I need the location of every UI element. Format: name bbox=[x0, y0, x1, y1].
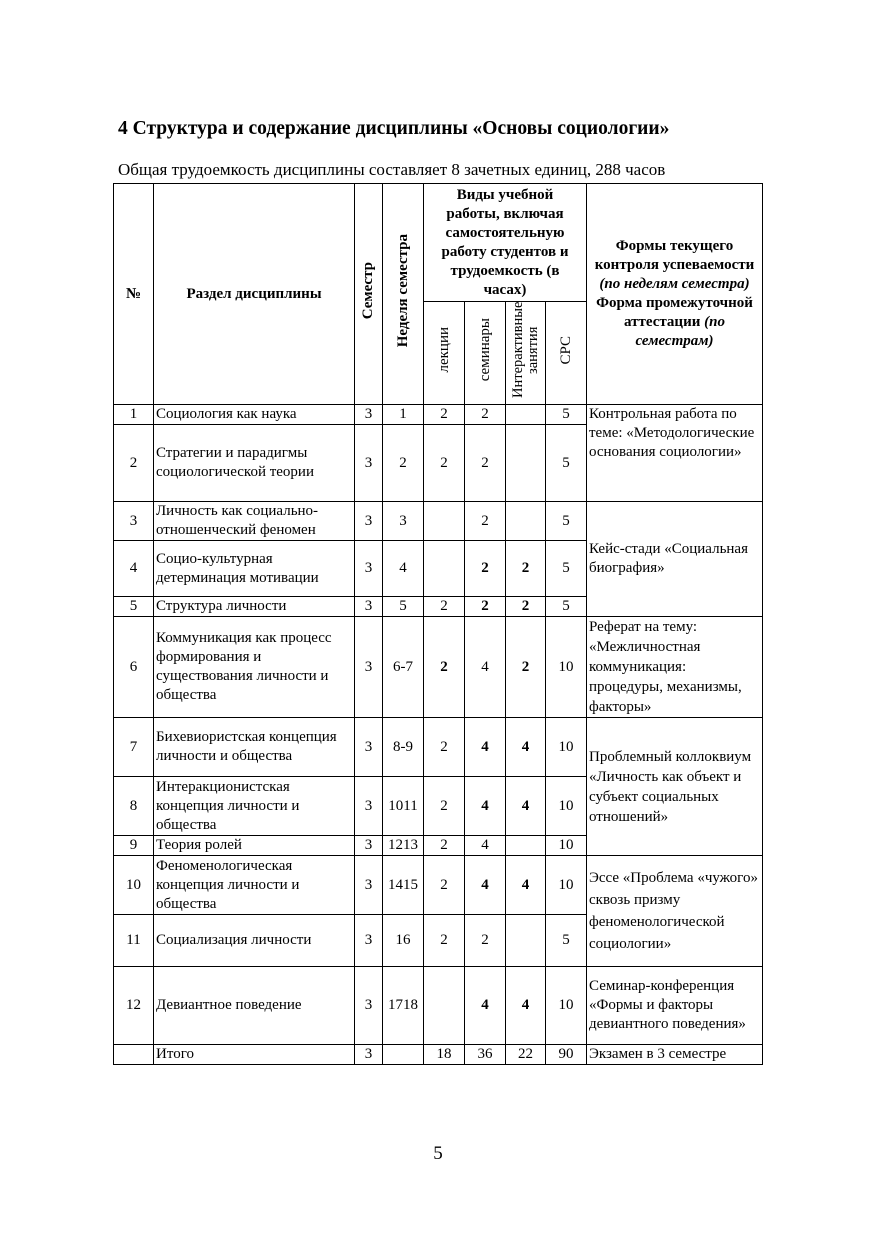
row-lectures bbox=[424, 541, 465, 597]
row-week: 16 bbox=[383, 915, 424, 967]
row-num: 10 bbox=[114, 856, 154, 915]
header-section: Раздел дисциплины bbox=[154, 184, 355, 405]
row-lectures: 2 bbox=[424, 597, 465, 617]
header-interactive-label: Интерактивные занятия bbox=[509, 301, 541, 398]
row-seminars: 4 bbox=[465, 718, 506, 777]
header-lectures bbox=[424, 302, 465, 405]
row-section: Коммуникация как процесс формирования и существования личности и общества bbox=[154, 617, 355, 718]
total-row bbox=[114, 1045, 763, 1065]
row-week: 1011 bbox=[383, 777, 424, 836]
row-srs: 10 bbox=[546, 777, 587, 836]
row-section: Теория ролей bbox=[154, 836, 355, 856]
row-num: 6 bbox=[114, 617, 154, 718]
row-week: 1213 bbox=[383, 836, 424, 856]
row-interactive: 2 bbox=[506, 597, 546, 617]
row-week: 6-7 bbox=[383, 617, 424, 718]
row-num: 8 bbox=[114, 777, 154, 836]
row-interactive bbox=[506, 502, 546, 541]
row-lectures: 2 bbox=[424, 718, 465, 777]
row-srs: 5 bbox=[546, 915, 587, 967]
table-row bbox=[114, 502, 763, 541]
control-cell-6: Семинар-конференция «Формы и факторы девиантного поведения» bbox=[587, 967, 763, 1045]
header-control-4: (по семестрам) bbox=[635, 314, 725, 349]
row-semester: 3 bbox=[355, 405, 383, 425]
row-srs: 90 bbox=[546, 1045, 587, 1065]
row-seminars: 2 bbox=[465, 597, 506, 617]
header-week-label: Неделя семестра bbox=[394, 234, 411, 348]
header-types bbox=[424, 184, 587, 302]
row-seminars: 36 bbox=[465, 1045, 506, 1065]
row-seminars: 4 bbox=[465, 967, 506, 1045]
row-semester: 3 bbox=[355, 597, 383, 617]
row-semester: 3 bbox=[355, 425, 383, 502]
table-row bbox=[114, 405, 763, 425]
row-section: Социализация личности bbox=[154, 915, 355, 967]
header-semester bbox=[355, 184, 383, 405]
row-lectures: 2 bbox=[424, 836, 465, 856]
row-num: 3 bbox=[114, 502, 154, 541]
row-week: 5 bbox=[383, 597, 424, 617]
row-section: Итого bbox=[154, 1045, 355, 1065]
section-heading: 4 Структура и содержание дисциплины «Основы социологии» bbox=[118, 118, 670, 139]
table-row bbox=[114, 967, 763, 1045]
control-cell-5: Эссе «Проблема «чужого» сквозь призму феноменологической социологии» bbox=[587, 856, 763, 967]
row-semester: 3 bbox=[355, 967, 383, 1045]
header-control-1: Формы текущего контроля успеваемости bbox=[594, 238, 755, 273]
row-lectures: 2 bbox=[424, 405, 465, 425]
row-num: 11 bbox=[114, 915, 154, 967]
row-seminars: 2 bbox=[465, 405, 506, 425]
header-row-1 bbox=[114, 184, 763, 302]
row-section: Социология как наука bbox=[154, 405, 355, 425]
page-number: 5 bbox=[433, 1143, 443, 1164]
row-srs: 10 bbox=[546, 856, 587, 915]
row-num: 12 bbox=[114, 967, 154, 1045]
header-types-line2: работы, включая bbox=[446, 205, 564, 222]
row-seminars: 4 bbox=[465, 617, 506, 718]
row-srs: 5 bbox=[546, 405, 587, 425]
row-num: 5 bbox=[114, 597, 154, 617]
header-types-line3: самостоятельную bbox=[445, 224, 565, 241]
row-lectures bbox=[424, 502, 465, 541]
row-lectures: 2 bbox=[424, 856, 465, 915]
header-interactive bbox=[506, 302, 546, 405]
row-srs: 5 bbox=[546, 597, 587, 617]
row-week: 1 bbox=[383, 405, 424, 425]
row-semester: 3 bbox=[355, 541, 383, 597]
header-srs-label: СРС bbox=[557, 335, 574, 365]
row-section: Структура личности bbox=[154, 597, 355, 617]
header-types-line5: трудоемкость (в bbox=[450, 262, 560, 279]
control-cell-total: Экзамен в 3 семестре bbox=[587, 1045, 763, 1065]
header-control-3: Форма промежуточной аттестации bbox=[596, 295, 753, 330]
row-interactive bbox=[506, 405, 546, 425]
row-srs: 5 bbox=[546, 541, 587, 597]
row-num bbox=[114, 1045, 154, 1065]
row-semester: 3 bbox=[355, 856, 383, 915]
row-srs: 10 bbox=[546, 617, 587, 718]
header-seminars-label: семинары bbox=[476, 318, 493, 382]
row-section: Личность как социально-отношенческий феномен bbox=[154, 502, 355, 541]
row-semester: 3 bbox=[355, 1045, 383, 1065]
row-lectures: 2 bbox=[424, 915, 465, 967]
row-section: Социо-культурная детерминация мотивации bbox=[154, 541, 355, 597]
row-seminars: 4 bbox=[465, 856, 506, 915]
row-seminars: 2 bbox=[465, 502, 506, 541]
row-interactive: 2 bbox=[506, 541, 546, 597]
row-semester: 3 bbox=[355, 836, 383, 856]
header-types-line6: часах) bbox=[483, 281, 527, 298]
row-interactive: 4 bbox=[506, 967, 546, 1045]
header-lectures-label: лекции bbox=[435, 327, 452, 373]
row-num: 7 bbox=[114, 718, 154, 777]
header-types-line1: Виды учебной bbox=[456, 186, 554, 203]
header-control-2: (по неделям семестра) bbox=[599, 276, 750, 292]
row-seminars: 2 bbox=[465, 541, 506, 597]
row-interactive bbox=[506, 915, 546, 967]
row-week: 2 bbox=[383, 425, 424, 502]
row-section: Феноменологическая концепция личности и общества bbox=[154, 856, 355, 915]
table-row bbox=[114, 856, 763, 915]
row-srs: 5 bbox=[546, 425, 587, 502]
row-seminars: 2 bbox=[465, 915, 506, 967]
row-num: 2 bbox=[114, 425, 154, 502]
table-row bbox=[114, 617, 763, 718]
row-interactive: 4 bbox=[506, 856, 546, 915]
header-control bbox=[587, 184, 763, 405]
row-section: Интеракционистская концепция личности и общества bbox=[154, 777, 355, 836]
header-num: № bbox=[114, 184, 154, 405]
row-lectures bbox=[424, 967, 465, 1045]
row-week: 4 bbox=[383, 541, 424, 597]
row-num: 9 bbox=[114, 836, 154, 856]
row-interactive bbox=[506, 425, 546, 502]
row-srs: 10 bbox=[546, 718, 587, 777]
header-seminars bbox=[465, 302, 506, 405]
header-types-line4: работу студентов и bbox=[441, 243, 569, 260]
row-interactive: 2 bbox=[506, 617, 546, 718]
table-row bbox=[114, 718, 763, 777]
row-srs: 10 bbox=[546, 836, 587, 856]
row-seminars: 4 bbox=[465, 777, 506, 836]
row-semester: 3 bbox=[355, 502, 383, 541]
header-semester-label: Семестр bbox=[360, 262, 376, 320]
header-srs bbox=[546, 302, 587, 405]
row-week: 1718 bbox=[383, 967, 424, 1045]
row-lectures: 2 bbox=[424, 777, 465, 836]
row-week: 1415 bbox=[383, 856, 424, 915]
row-section: Стратегии и парадигмы социологической теории bbox=[154, 425, 355, 502]
row-interactive: 4 bbox=[506, 777, 546, 836]
row-seminars: 4 bbox=[465, 836, 506, 856]
header-week bbox=[383, 184, 424, 405]
row-srs: 5 bbox=[546, 502, 587, 541]
row-interactive bbox=[506, 836, 546, 856]
control-cell-4: Проблемный коллоквиум «Личность как объект и субъект социальных отношений» bbox=[587, 718, 763, 856]
row-semester: 3 bbox=[355, 718, 383, 777]
row-semester: 3 bbox=[355, 617, 383, 718]
row-lectures: 18 bbox=[424, 1045, 465, 1065]
row-num: 4 bbox=[114, 541, 154, 597]
row-week bbox=[383, 1045, 424, 1065]
row-lectures: 2 bbox=[424, 425, 465, 502]
row-section: Девиантное поведение bbox=[154, 967, 355, 1045]
control-cell-2: Кейс-стади «Социальная биография» bbox=[587, 502, 763, 617]
row-semester: 3 bbox=[355, 915, 383, 967]
row-week: 3 bbox=[383, 502, 424, 541]
row-section: Бихевиористская концепция личности и общества bbox=[154, 718, 355, 777]
row-lectures: 2 bbox=[424, 617, 465, 718]
control-cell-1: Контрольная работа по теме: «Методологические основания социологии» bbox=[587, 405, 763, 502]
row-interactive: 4 bbox=[506, 718, 546, 777]
row-num: 1 bbox=[114, 405, 154, 425]
row-week: 8-9 bbox=[383, 718, 424, 777]
row-srs: 10 bbox=[546, 967, 587, 1045]
row-interactive: 22 bbox=[506, 1045, 546, 1065]
row-seminars: 2 bbox=[465, 425, 506, 502]
control-cell-3: Реферат на тему: «Межличностная коммуникация: процедуры, механизмы, факторы» bbox=[587, 617, 763, 718]
discipline-structure-table bbox=[113, 183, 763, 1065]
intro-text: Общая трудоемкость дисциплины составляет 8 зачетных единиц, 288 часов bbox=[118, 160, 666, 179]
row-semester: 3 bbox=[355, 777, 383, 836]
